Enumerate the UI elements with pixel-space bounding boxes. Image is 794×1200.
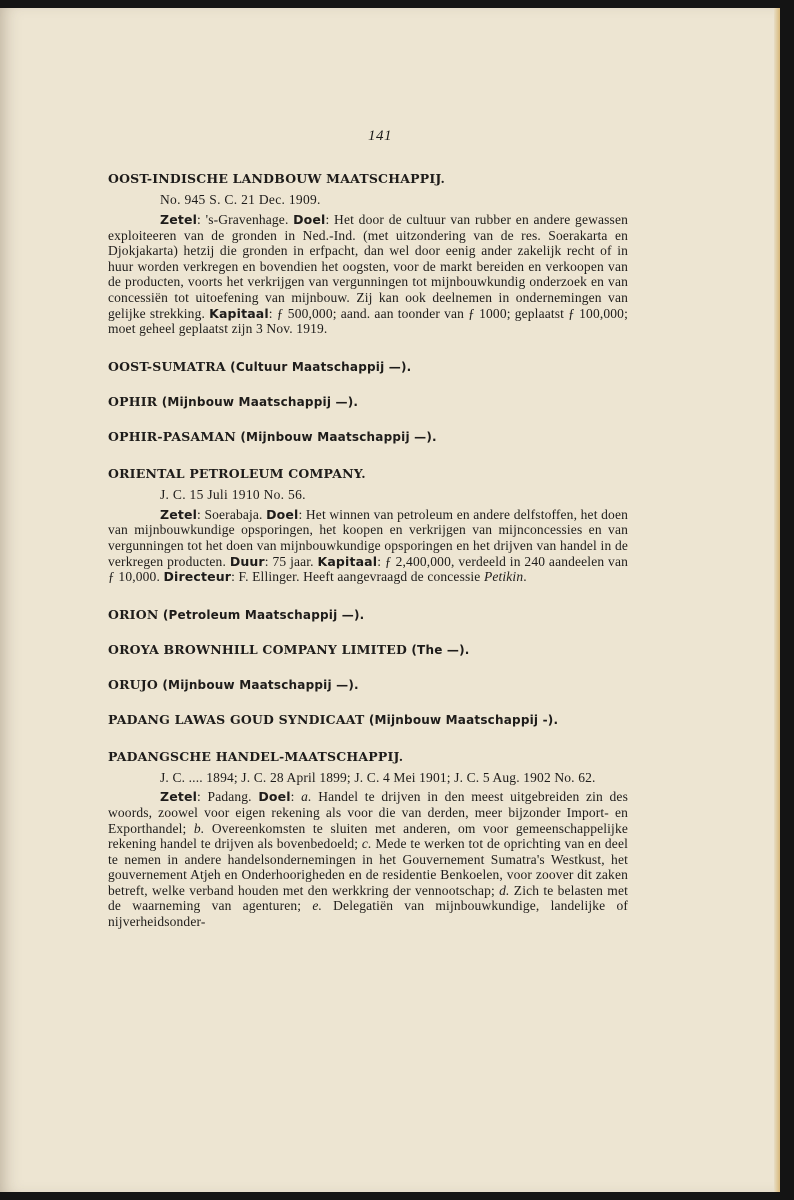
- entry-heading: OPHIR: [108, 393, 158, 409]
- item-marker: c.: [361, 836, 372, 852]
- concessie-name: Petikin: [483, 569, 524, 585]
- item-marker: d.: [499, 882, 510, 898]
- kapitaal-value: : ƒ 500,000; aand. aan toonder van ƒ 1000; geplaatst ƒ 100,000; moet geheel geplaatst zijn 3 Nov. 1919.: [108, 305, 628, 337]
- doel-label: Doel: [258, 789, 291, 805]
- doel-label: Doel: [266, 506, 299, 522]
- kapitaal-value: : ƒ 2,400,000, verdeeld in 240 aandeelen van ƒ 10,000.: [108, 553, 628, 585]
- zetel-label: Zetel: [160, 789, 198, 805]
- duur-label: Duur: [229, 553, 265, 569]
- entry-subtitle: (Cultuur Maatschappij —).: [225, 359, 412, 374]
- doel-item-b: Overeenkomsten te sluiten met anderen, om voor gemeenschappelijke rekening handel te drijven als bovenbedoeld;: [108, 820, 628, 852]
- item-marker: b.: [193, 820, 205, 836]
- entry-subtitle: (Mijnbouw Maatschappij —).: [157, 394, 359, 409]
- kapitaal-label: Kapitaal: [209, 305, 269, 321]
- entry-padang-lawas: [108, 712, 628, 727]
- doel-value: : Het winnen van petroleum en andere delfstoffen, het doen van mijnbouwkundige opsporingen, het koopen en verkrijgen van mijnconcessies en van vergunningen tot het doen van mijnbouwkundige opsporingen en het drijven van handel in de verkregen producten.: [108, 506, 628, 569]
- page-edge: [774, 8, 780, 1192]
- entry-heading: ORUJO: [108, 676, 158, 692]
- entry-ophir-pasaman: [108, 429, 628, 444]
- entry-date: No. 945 S. C. 21 Dec. 1909.: [160, 192, 321, 207]
- zetel-value: : Soerabaja.: [197, 506, 267, 522]
- entry-oost-indische-landbouw: [108, 171, 628, 337]
- zetel-value: : 's-Gravenhage.: [197, 212, 294, 227]
- entry-subtitle: (Petroleum Maatschappij —).: [158, 607, 365, 622]
- sentence-end: .: [523, 569, 527, 585]
- entry-oriental-petroleum: [108, 466, 628, 585]
- doel-item-a: Handel te drijven in den meest uitgebreiden zin des woords, zoowel voor eigen rekening als voor die van derden, meer bijzonder Import- en Exporthandel;: [108, 789, 628, 836]
- entry-oroya-brownhill: [108, 642, 628, 657]
- entry-orion: [108, 607, 628, 622]
- entry-heading: OPHIR-PASAMAN: [108, 428, 236, 444]
- directeur-label: Directeur: [163, 569, 232, 585]
- entry-heading: PADANG LAWAS GOUD SYNDICAAT: [108, 711, 365, 727]
- entry-heading: OOST-SUMATRA: [108, 358, 226, 374]
- entry-heading: OOST-INDISCHE LANDBOUW MAATSCHAPPIJ.: [108, 171, 446, 186]
- doel-colon: :: [290, 789, 302, 805]
- kapitaal-label: Kapitaal: [317, 553, 378, 569]
- entry-date: J. C. 15 Juli 1910 No. 56.: [160, 486, 306, 502]
- zetel-value: : Padang.: [197, 789, 259, 805]
- entry-padangsche-handel: [108, 749, 628, 930]
- doel-item-c: Mede te werken tot de oprichting van en deel te nemen in andere handelsondernemingen in het Gouvernement Sumatra's Westkust, het gouvernement Atjeh en Onderhoorigheden en de residentie Benkoelen, voor zoover dit zaken betreft, welke verband houden met den werkkring der vennootschap;: [108, 836, 628, 898]
- entry-oost-sumatra: [108, 359, 628, 374]
- doel-item-d: Zich te belasten met de waarneming van agenturen;: [108, 882, 628, 914]
- entry-subtitle: (Mijnbouw Maatschappij —).: [157, 677, 359, 692]
- entry-ophir: [108, 394, 628, 409]
- duur-value: : 75 jaar.: [264, 553, 318, 569]
- entry-body: [108, 212, 628, 337]
- page-content: [108, 128, 628, 930]
- entry-body: [108, 789, 628, 929]
- entry-heading: PADANGSCHE HANDEL-MAATSCHAPPIJ.: [108, 748, 404, 764]
- entry-orujo: [108, 677, 628, 692]
- item-marker: e.: [312, 898, 322, 914]
- entry-body: [108, 507, 628, 585]
- directeur-value: : F. Ellinger. Heeft aangevraagd de concessie: [231, 569, 484, 585]
- zetel-label: Zetel: [160, 212, 198, 227]
- entry-date: J. C. .... 1894; J. C. 28 April 1899; J. C. 4 Mei 1901; J. C. 5 Aug. 1902 No. 62.: [160, 769, 596, 785]
- item-marker: a.: [301, 789, 312, 805]
- entry-heading: ORIENTAL PETROLEUM COMPANY.: [108, 465, 366, 481]
- entry-heading: OROYA BROWNHILL COMPANY LIMITED: [108, 641, 407, 657]
- zetel-label: Zetel: [160, 506, 198, 522]
- entry-subtitle: (Mijnbouw Maatschappij —).: [236, 429, 437, 444]
- doel-value: : Het door de cultuur van rubber en andere gewassen exploiteeren van de gronden in Ned.-Ind. (met uitzondering van de res. Soerakarta en Djokjakarta) hetzij die gronden in erfpacht, dan wel door eenig ander zakelijk recht of in huur worden verkregen en bovendien het oogsten, voor de markt bereiden en verkoopen van de producten, voorts het verkrijgen van vergunningen tot mijnbouwkundig onderzoek en van concessiën tot uitoefening van mijnbouw. Zij kan ook deelnemen in ondernemingen van gelijke strekking.: [108, 212, 628, 321]
- entry-heading: ORION: [108, 606, 159, 622]
- doel-label: Doel: [293, 212, 326, 227]
- page-number: 141: [368, 128, 392, 144]
- doel-item-e: Delegatiën van mijnbouwkundige, landelijke of nijverheidsonder-: [108, 898, 628, 930]
- entry-subtitle: (Mijnbouw Maatschappij -).: [364, 712, 559, 727]
- entry-subtitle: (The —).: [407, 642, 470, 657]
